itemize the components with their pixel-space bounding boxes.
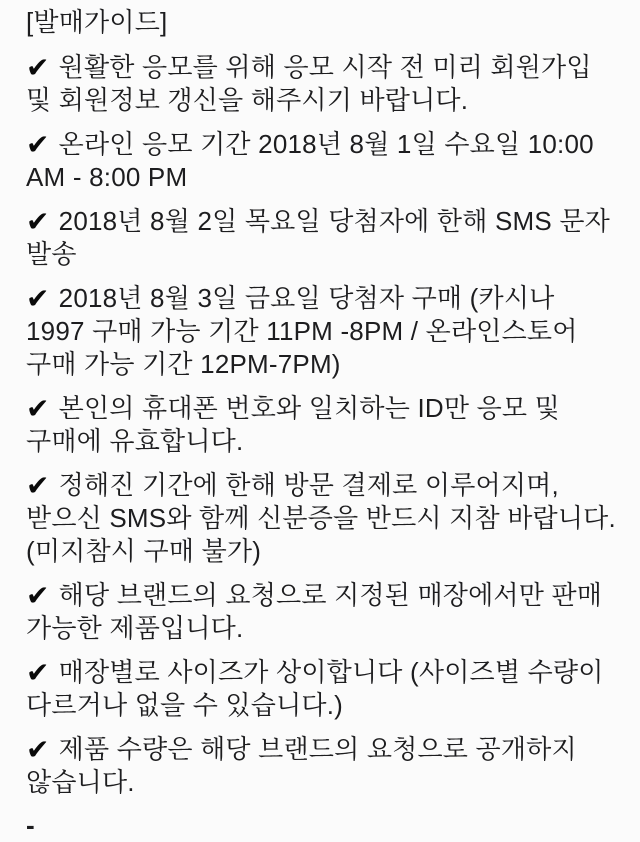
guide-item-quantity-undisclosed (26, 732, 618, 799)
guide-item-text: 온라인 응모 기간 2018년 8월 1일 수요일 10:00 AM - 8:00 PM (26, 129, 594, 192)
guide-item-text: 원활한 응모를 위해 응모 시작 전 미리 회원가입 및 회원정보 갱신을 해주시기 바랍니다. (26, 52, 592, 115)
check-icon: ✔ (26, 393, 50, 424)
guide-item-id-phone-match (26, 391, 618, 458)
guide-item-winner-purchase (26, 281, 618, 381)
check-icon: ✔ (26, 470, 50, 501)
guide-item-text: 해당 브랜드의 요청으로 지정된 매장에서만 판매 가능한 제품입니다. (26, 580, 603, 643)
check-icon: ✔ (26, 580, 50, 611)
guide-item-text: 본인의 휴대폰 번호와 일치하는 ID만 응모 및 구매에 유효합니다. (26, 393, 560, 456)
guide-item-text: 2018년 8월 3일 금요일 당첨자 구매 (카시나 1997 구매 가능 기간 11PM -8PM / 온라인스토어 구매 가능 기간 12PM-7PM) (26, 283, 578, 379)
check-icon: ✔ (26, 734, 50, 765)
guide-title: [발매가이드] (26, 7, 168, 37)
check-icon: ✔ (26, 206, 50, 237)
check-icon: ✔ (26, 283, 50, 314)
check-icon: ✔ (26, 129, 50, 160)
check-icon: ✔ (26, 657, 50, 688)
guide-item-text: 제품 수량은 해당 브랜드의 요청으로 공개하지 않습니다. (26, 734, 577, 797)
check-icon: ✔ (26, 52, 50, 83)
guide-item-size-availability (26, 655, 618, 722)
guide-item-sms-notification (26, 204, 618, 271)
guide-item-visit-payment (26, 468, 618, 568)
guide-item-signup-notice (26, 50, 618, 117)
guide-item-text: 매장별로 사이즈가 상이합니다 (사이즈별 수량이 다르거나 없을 수 있습니다.) (26, 657, 604, 720)
guide-item-designated-stores (26, 578, 618, 645)
guide-item-online-entry-period (26, 127, 618, 194)
guide-item-text: 2018년 8월 2일 목요일 당첨자에 한해 SMS 문자 발송 (26, 206, 610, 269)
guide-item-text: 정해진 기간에 한해 방문 결제로 이루어지며, 받으신 SMS와 함께 신분증을 반드시 지참 바랍니다. (미지참시 구매 불가) (26, 470, 616, 566)
footer-dash: - (26, 810, 35, 840)
